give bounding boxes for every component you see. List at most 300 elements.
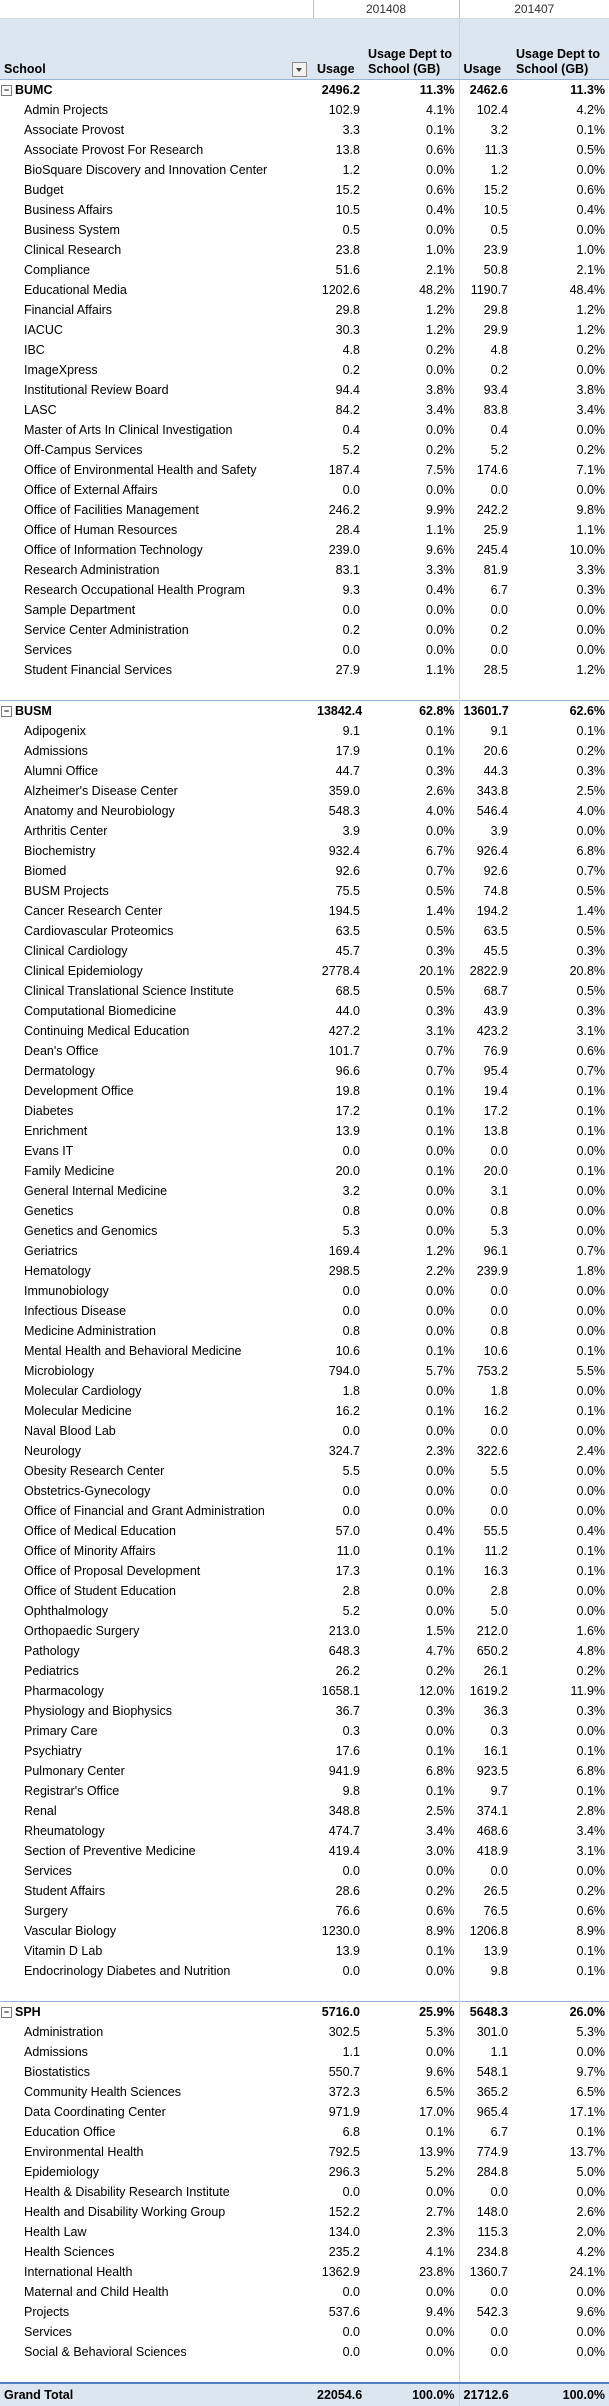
table-row [0,1501,609,1521]
value-cell: 174.6 [459,460,512,480]
department-name: Clinical Translational Science Institute [24,984,234,998]
value-cell: 0.1% [426,1344,455,1358]
value-cell: 0.1% [426,1544,455,1558]
value-cell: 28.6 [335,1884,360,1898]
group-row-busm[interactable] [0,701,609,722]
value-cell: 0.0 [459,1481,512,1501]
value-cell: 1.2% [576,663,606,677]
group-total-cell: 2462.6 [459,80,512,101]
department-name: Dean's Office [24,1044,99,1058]
table-row [0,2322,609,2342]
value-cell: 0.0% [426,1144,455,1158]
month-header-row [0,0,609,19]
blank-cell [0,2362,313,2383]
value-cell: 83.1 [335,563,360,577]
value-cell: 0.0 [459,1861,512,1881]
department-name: Business System [24,223,120,237]
department-name: Genetics and Genomics [24,1224,158,1238]
value-cell: 0.5% [576,143,606,157]
value-cell: 0.8 [342,1324,360,1338]
value-cell: 941.9 [328,1764,360,1778]
department-name: Office of Medical Education [24,1524,176,1538]
department-name: Evans IT [24,1144,74,1158]
value-cell: 0.0 [342,1144,360,1158]
table-row [0,2082,609,2102]
value-cell: 0.4 [459,420,512,440]
value-cell: 0.1% [426,1944,455,1958]
value-cell: 0.0% [576,603,606,617]
value-cell: 16.2 [459,1401,512,1421]
value-cell: 1.2 [459,160,512,180]
department-name: Clinical Research [24,243,122,257]
value-cell: 9.1 [342,724,360,738]
value-cell: 0.0 [342,2325,360,2339]
column-header-row [0,19,609,80]
blank-row [0,680,609,701]
table-row [0,2342,609,2362]
dropdown-filter-icon[interactable] [292,62,307,77]
value-cell: 101.7 [328,1044,360,1058]
department-name: Cancer Research Center [24,904,163,918]
value-cell: 0.7% [576,1064,606,1078]
value-cell: 0.0% [426,1224,455,1238]
table-row [0,1421,609,1441]
value-cell: 0.0% [426,1464,455,1478]
value-cell: 2.8 [459,1581,512,1601]
table-row [0,1001,609,1021]
department-name: Business Affairs [24,203,113,217]
value-cell: 0.0% [576,824,606,838]
table-row [0,1941,609,1961]
department-name: Pathology [24,1644,80,1658]
group-row-sph[interactable] [0,2002,609,2023]
group-total-cell: 26.0% [512,2002,609,2023]
blank-cell [512,2362,609,2383]
department-name: Immunobiology [24,1284,109,1298]
month-header-empty [0,0,313,19]
department-name: LASC [24,403,57,417]
value-cell: 0.1% [576,1084,606,1098]
department-name: Obesity Research Center [24,1464,165,1478]
department-name: Office of Information Technology [24,543,203,557]
value-cell: 542.3 [459,2302,512,2322]
department-name: Research Administration [24,563,160,577]
value-cell: 6.8% [576,1764,606,1778]
value-cell: 1.1 [342,2045,360,2059]
minus-box-icon[interactable]: − [1,706,12,717]
value-cell: 0.6% [426,143,455,157]
value-cell: 0.0 [342,2285,360,2299]
table-row [0,660,609,680]
value-cell: 0.5 [459,220,512,240]
group-total-cell: 62.6% [512,701,609,722]
value-cell: 2.3% [426,1444,455,1458]
value-cell: 0.0 [342,483,360,497]
value-cell: 23.8 [335,243,360,257]
table-row [0,801,609,821]
value-cell: 1.2% [426,303,455,317]
value-cell: 9.4% [426,2305,455,2319]
value-cell: 9.8 [342,1784,360,1798]
value-cell: 2.7% [426,2205,455,2219]
value-cell: 374.1 [459,1801,512,1821]
table-row [0,1261,609,1281]
department-name: Master of Arts In Clinical Investigation [24,423,233,437]
value-cell: 76.6 [335,1904,360,1918]
value-cell: 17.2 [335,1104,360,1118]
blank-cell [364,680,459,701]
table-row [0,1701,609,1721]
table-row [0,520,609,540]
usage-dept-header-201408: Usage Dept to School (GB) [364,19,459,80]
department-name: Research Occupational Health Program [24,583,245,597]
value-cell: 0.0 [342,1424,360,1438]
value-cell: 0.1% [576,1564,606,1578]
value-cell: 0.0% [576,423,606,437]
value-cell: 92.6 [335,864,360,878]
table-row [0,1081,609,1101]
value-cell: 0.6% [426,183,455,197]
value-cell: 0.4% [426,203,455,217]
value-cell: 20.6 [459,741,512,761]
value-cell: 0.0% [576,1144,606,1158]
value-cell: 0.4% [426,1524,455,1538]
value-cell: 0.0% [576,483,606,497]
table-row [0,2022,609,2042]
value-cell: 45.7 [335,944,360,958]
department-name: Arthritis Center [24,824,108,838]
value-cell: 0.0% [426,1864,455,1878]
value-cell: 81.9 [459,560,512,580]
value-cell: 3.2 [459,120,512,140]
value-cell: 5.2 [342,443,360,457]
department-name: Pharmacology [24,1684,104,1698]
value-cell: 5.3% [576,2025,606,2039]
group-total-cell: 11.3% [364,80,459,101]
value-cell: 965.4 [459,2102,512,2122]
value-cell: 6.8% [576,844,606,858]
value-cell: 0.0% [576,643,606,657]
value-cell: 0.1% [576,123,606,137]
department-name: Health Law [24,2225,87,2239]
value-cell: 0.5% [426,984,455,998]
value-cell: 169.4 [328,1244,360,1258]
value-cell: 68.7 [459,981,512,1001]
value-cell: 16.3 [459,1561,512,1581]
table-row [0,460,609,480]
department-name: Education Office [24,2125,116,2139]
value-cell: 74.8 [459,881,512,901]
blank-cell [364,2362,459,2383]
value-cell: 0.0% [576,163,606,177]
value-cell: 0.0% [426,1504,455,1518]
table-row [0,360,609,380]
value-cell: 0.2% [576,343,606,357]
value-cell: 5.0 [459,1601,512,1621]
table-row [0,1061,609,1081]
value-cell: 3.4% [426,1824,455,1838]
value-cell: 423.2 [459,1021,512,1041]
department-name: Biostatistics [24,2065,90,2079]
value-cell: 0.0 [342,1864,360,1878]
value-cell: 774.9 [459,2142,512,2162]
value-cell: 20.0 [459,1161,512,1181]
value-cell: 0.0% [576,2185,606,2199]
department-name: Social & Behavioral Sciences [24,2345,187,2359]
value-cell: 0.1% [576,1944,606,1958]
value-cell: 3.9 [342,824,360,838]
blank-cell [364,1981,459,2002]
value-cell: 26.2 [335,1664,360,1678]
value-cell: 0.0% [576,223,606,237]
value-cell: 0.0% [576,1504,606,1518]
department-name: Psychiatry [24,1744,82,1758]
value-cell: 296.3 [328,2165,360,2179]
table-row [0,620,609,640]
value-cell: 6.5% [426,2085,455,2099]
department-name: Student Financial Services [24,663,172,677]
value-cell: 343.8 [459,781,512,801]
group-label-cell[interactable] [0,2002,313,2023]
value-cell: 4.1% [426,2245,455,2259]
department-name: Rheumatology [24,1824,105,1838]
department-name: Office of External Affairs [24,483,158,497]
value-cell: 4.8% [576,1644,606,1658]
value-cell: 29.8 [335,303,360,317]
value-cell: 5.7% [426,1364,455,1378]
department-name: Administration [24,2025,104,2039]
value-cell: 11.2 [459,1541,512,1561]
table-row [0,220,609,240]
value-cell: 3.3% [576,563,606,577]
value-cell: 0.4% [576,203,606,217]
value-cell: 0.0% [576,1464,606,1478]
value-cell: 1360.7 [459,2262,512,2282]
group-total-cell: 13601.7 [459,701,512,722]
department-name: Physiology and Biophysics [24,1704,172,1718]
value-cell: 0.0% [426,1604,455,1618]
value-cell: 44.0 [335,1004,360,1018]
department-name: Office of Minority Affairs [24,1544,156,1558]
table-row [0,1561,609,1581]
department-name: Associate Provost For Research [24,143,204,157]
value-cell: 5.2 [459,440,512,460]
value-cell: 0.1% [426,123,455,137]
value-cell: 1.2% [576,303,606,317]
department-name: Office of Financial and Grant Administration [24,1504,265,1518]
value-cell: 2.6% [576,2205,606,2219]
value-cell: 0.0% [426,2345,455,2359]
group-row-bumc[interactable] [0,80,609,101]
value-cell: 0.3% [576,944,606,958]
value-cell: 0.0% [426,1204,455,1218]
group-total-cell: 2496.2 [313,80,364,101]
table-row [0,1681,609,1701]
value-cell: 0.0% [426,1484,455,1498]
value-cell: 1658.1 [321,1684,360,1698]
value-cell: 0.0% [576,363,606,377]
table-row [0,941,609,961]
group-name: BUMC [15,83,53,97]
table-row [0,1741,609,1761]
value-cell: 1.2% [576,323,606,337]
grand-total-label: Grand Total [0,2383,313,2406]
value-cell: 2778.4 [321,964,360,978]
table-row [0,1661,609,1681]
value-cell: 0.5% [576,924,606,938]
value-cell: 0.4% [576,1524,606,1538]
value-cell: 1.8 [459,1381,512,1401]
department-name: Budget [24,183,64,197]
value-cell: 13.9 [335,1124,360,1138]
table-row [0,480,609,500]
table-row [0,120,609,140]
value-cell: 0.0 [459,1421,512,1441]
value-cell: 0.0% [576,1324,606,1338]
value-cell: 2.4% [576,1444,606,1458]
value-cell: 45.5 [459,941,512,961]
value-cell: 24.1% [569,2265,606,2279]
value-cell: 13.8 [335,143,360,157]
value-cell: 0.3 [459,1721,512,1741]
table-row [0,1961,609,1981]
group-name: BUSM [15,704,52,718]
value-cell: 0.0% [576,1304,606,1318]
table-row [0,380,609,400]
value-cell: 0.0% [576,2045,606,2059]
value-cell: 3.8% [426,383,455,397]
value-cell: 13.9 [335,1944,360,1958]
minus-box-icon[interactable]: − [1,2007,12,2018]
value-cell: 0.1% [576,1404,606,1418]
value-cell: 546.4 [459,801,512,821]
value-cell: 0.0% [426,1724,455,1738]
value-cell: 0.1% [426,1164,455,1178]
table-row [0,160,609,180]
blank-row [0,2362,609,2383]
table-row [0,981,609,1001]
value-cell: 134.0 [328,2225,360,2239]
value-cell: 3.4% [576,1824,606,1838]
value-cell: 0.0% [426,223,455,237]
department-name: Family Medicine [24,1164,115,1178]
value-cell: 0.2% [576,1884,606,1898]
value-cell: 9.7 [459,1781,512,1801]
table-row [0,781,609,801]
table-row [0,2062,609,2082]
department-name: Neurology [24,1444,81,1458]
department-name: Adipogenix [24,724,86,738]
value-cell: 6.7 [459,2122,512,2142]
group-total-cell: 25.9% [364,2002,459,2023]
table-row [0,1021,609,1041]
value-cell: 1.8 [342,1384,360,1398]
value-cell: 19.8 [335,1084,360,1098]
table-row [0,340,609,360]
value-cell: 0.1% [426,1104,455,1118]
value-cell: 6.5% [576,2085,606,2099]
value-cell: 3.4% [576,403,606,417]
value-cell: 5.0% [576,2165,606,2179]
value-cell: 0.0 [459,2182,512,2202]
value-cell: 1.2 [342,163,360,177]
value-cell: 0.2% [576,1664,606,1678]
value-cell: 17.9 [335,744,360,758]
value-cell: 0.1% [576,1124,606,1138]
value-cell: 43.9 [459,1001,512,1021]
value-cell: 0.0 [459,600,512,620]
table-row [0,2202,609,2222]
value-cell: 3.1 [459,1181,512,1201]
value-cell: 10.0% [569,543,606,557]
value-cell: 5.5% [576,1364,606,1378]
value-cell: 0.1% [576,1784,606,1798]
value-cell: 359.0 [328,784,360,798]
department-name: Naval Blood Lab [24,1424,116,1438]
value-cell: 0.1% [426,724,455,738]
value-cell: 0.0% [576,1224,606,1238]
table-row [0,1481,609,1501]
table-row [0,841,609,861]
department-name: Infectious Disease [24,1304,127,1318]
value-cell: 0.0% [426,1384,455,1398]
table-row [0,1841,609,1861]
value-cell: 322.6 [459,1441,512,1461]
department-name: Molecular Medicine [24,1404,132,1418]
value-cell: 753.2 [459,1361,512,1381]
value-cell: 6.8% [426,1764,455,1778]
value-cell: 0.0% [576,1864,606,1878]
value-cell: 0.2 [459,620,512,640]
table-row [0,1361,609,1381]
group-name: SPH [15,2005,41,2019]
value-cell: 0.0% [426,824,455,838]
value-cell: 0.1% [576,1544,606,1558]
value-cell: 26.5 [459,1881,512,1901]
value-cell: 11.9% [570,1684,606,1698]
group-label-cell[interactable] [0,80,313,101]
value-cell: 0.0 [459,2322,512,2342]
value-cell: 0.0 [342,2185,360,2199]
value-cell: 84.2 [335,403,360,417]
value-cell: 63.5 [335,924,360,938]
value-cell: 0.3 [342,1724,360,1738]
table-row [0,300,609,320]
value-cell: 20.1% [419,964,455,978]
value-cell: 0.3% [426,764,455,778]
value-cell: 0.0% [576,1184,606,1198]
department-name: Section of Preventive Medicine [24,1844,196,1858]
table-row [0,1521,609,1541]
school-column-header[interactable] [0,19,313,80]
value-cell: 15.2 [459,180,512,200]
department-name: Registrar's Office [24,1784,120,1798]
value-cell: 1.6% [576,1624,606,1638]
value-cell: 1.0% [426,243,455,257]
value-cell: 44.7 [335,764,360,778]
minus-box-icon[interactable]: − [1,85,12,96]
value-cell: 1190.7 [459,280,512,300]
value-cell: 2.5% [576,784,606,798]
value-cell: 0.1% [426,1124,455,1138]
group-label-cell[interactable] [0,701,313,722]
value-cell: 17.1% [569,2105,606,2119]
value-cell: 15.2 [335,183,360,197]
value-cell: 2.1% [426,263,455,277]
department-name: Genetics [24,1204,74,1218]
department-name: Clinical Cardiology [24,944,128,958]
value-cell: 95.4 [459,1061,512,1081]
